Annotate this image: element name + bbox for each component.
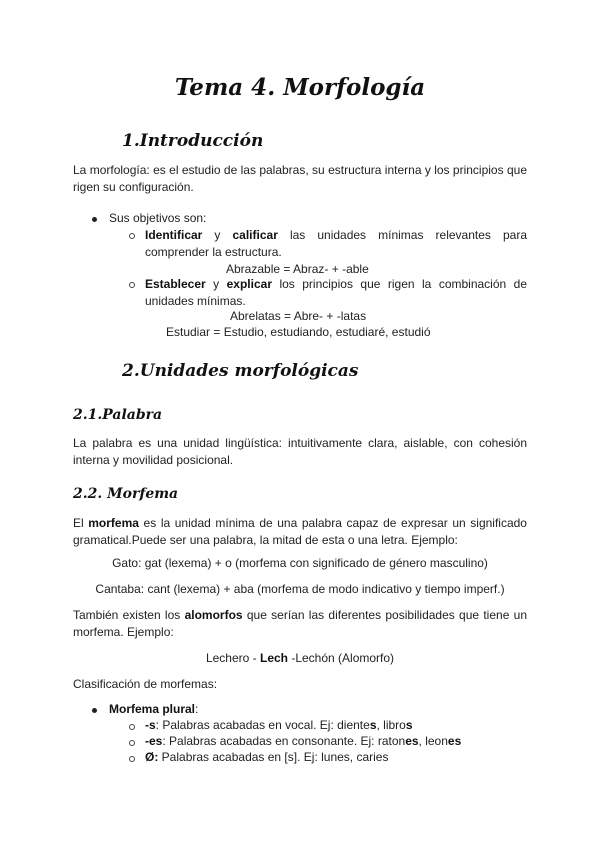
plural-item-es — [145, 734, 461, 748]
objective-2 — [145, 276, 527, 310]
objectives-label: Sus objetivos son: — [109, 211, 207, 225]
page-title: Tema 4. Morfología — [174, 74, 426, 101]
morfema-plural-label — [109, 702, 198, 716]
text: los principios que rigen la combinación de unidades mínimas. — [145, 277, 527, 308]
bold-term: alomorfos — [184, 608, 243, 622]
bold-term: -es — [145, 734, 163, 748]
bold-term: calificar — [232, 228, 278, 242]
objective-1 — [145, 227, 527, 261]
bold-term: s — [405, 718, 413, 732]
morfema-paragraph — [73, 515, 527, 549]
circle-bullet-icon — [129, 756, 135, 762]
example-gato: Gato: gat (lexema) + o (morfema con significado de género masculino) — [112, 556, 488, 570]
text: -Lechón (Alomorfo) — [288, 651, 395, 665]
text: También existen los — [73, 608, 185, 622]
example-abrazable: Abrazable = Abraz- + -able — [226, 262, 369, 276]
example-cantaba: Cantaba: cant (lexema) + aba (morfema de modo indicativo y tiempo imperf.) — [95, 582, 505, 596]
bold-term: Identificar — [145, 228, 203, 242]
text: Lechero - — [205, 651, 260, 665]
clasificacion-label: Clasificación de morfemas: — [73, 677, 218, 691]
text: , libro — [376, 718, 406, 732]
text: Palabras acabadas en [s]. Ej: lunes, caries — [158, 750, 389, 764]
heading-palabra: 2.1.Palabra — [73, 407, 163, 423]
text: : — [195, 702, 199, 716]
text: , leon — [418, 734, 448, 748]
circle-bullet-icon — [129, 282, 135, 288]
text: El — [73, 516, 89, 530]
text: y — [205, 277, 227, 291]
alomorfos-paragraph — [73, 607, 527, 641]
circle-bullet-icon — [129, 724, 135, 730]
bold-term: es — [405, 734, 419, 748]
heading-morfema: 2.2. Morfema — [73, 486, 179, 502]
bold-term: s — [369, 718, 377, 732]
bullet-icon — [92, 217, 97, 222]
heading-introduccion: 1.Introducción — [122, 131, 264, 151]
text: : Palabras acabadas en consonante. Ej: raton — [162, 734, 406, 748]
intro-paragraph: La morfología: es el estudio de las palabras, su estructura interna y los principios que rigen su configuración. — [73, 163, 527, 194]
text: y — [202, 228, 233, 242]
heading-unidades: 2.Unidades morfológicas — [122, 361, 359, 381]
bold-term: Lech — [259, 651, 288, 665]
bold-term: morfema — [88, 516, 139, 530]
bullet-icon — [92, 708, 97, 713]
circle-bullet-icon — [129, 233, 135, 239]
text: es la unidad mínima de una palabra capaz de expresar un significado gramatical.Puede ser una palabra, la mitad de esta o una letra. Ejemplo: — [73, 516, 527, 547]
bold-term: -s — [145, 718, 156, 732]
bold-term: Ø: — [145, 750, 159, 764]
plural-item-s — [145, 718, 413, 732]
text: las unidades mínimas relevantes para comprender la estructura. — [145, 228, 527, 259]
bold-term: explicar — [226, 277, 272, 291]
example-abrelatas: Abrelatas = Abre- + -latas — [230, 309, 367, 323]
circle-bullet-icon — [129, 740, 135, 746]
palabra-paragraph: La palabra es una unidad lingüística: intuitivamente clara, aislable, con cohesión interna y movilidad posicional. — [73, 436, 527, 467]
bold-term: es — [447, 734, 462, 748]
text: : Palabras acabadas en vocal. Ej: diente — [155, 718, 370, 732]
text: que serían las diferentes posibilidades que tiene un morfema. Ejemplo: — [73, 608, 527, 639]
example-estudiar: Estudiar = Estudio, estudiando, estudiaré, estudió — [166, 325, 431, 339]
bold-term: Establecer — [145, 277, 206, 291]
example-lechero — [73, 650, 527, 667]
bold-term: Morfema plural — [109, 702, 196, 716]
plural-item-null — [145, 750, 388, 764]
